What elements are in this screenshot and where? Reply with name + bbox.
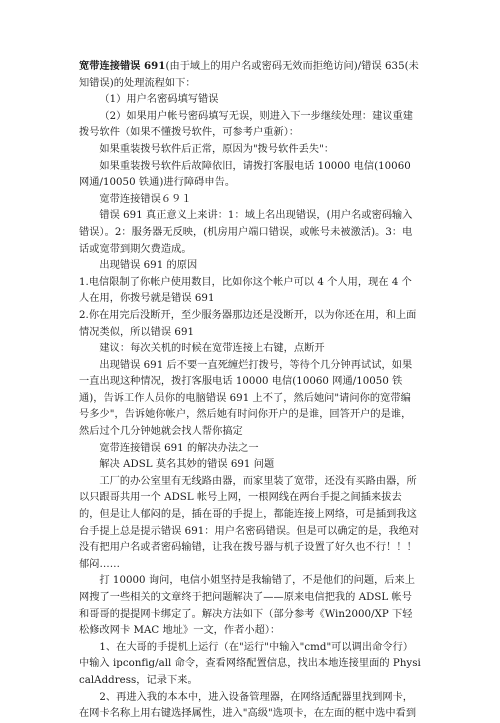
paragraph: 出现错误 691 的原因 [99,260,198,272]
paragraph: 宽带连接错误 691 的解决办法之一 [99,442,259,454]
paragraph: 解决 ADSL 莫名其妙的错误 691 问题 [99,459,275,471]
paragraph: 2.你在用完后没断开，至少服务器那边还是没断开，以为你还在用，和上面情况类似，所以错误 691 [79,309,417,338]
paragraph-list [79,92,421,723]
paragraph: 2、再进入我的本本中，进入设备管理器，在网络适配器里找到网卡，在网卡名称上用右键选择属性，进入"高级"选项卡，在左面的框中选中看到 [79,691,417,720]
paragraph: 宽带连接错误６９１ [99,193,192,205]
title-bold: 宽带连接错误 691 [79,60,166,72]
paragraph: 错误 691 真正意义上来讲：1：域上名出现错误，(用户名或密码输入错误）。2：服务器无反映，(机房用户端口错误，或帐号未被激活)。3：电话或宽带到期欠费造成。 [79,210,413,255]
document-body [79,58,421,723]
paragraph: 1.电信限制了你帐户使用数目，比如你这个帐户可以 4 个人用，现在 4 个人在用，你拨号就是错误 691 [79,276,412,305]
title-rest: (由于域上的用户名或密码无效而拒绝访问)/错误 635(未知错误)的处理流程如下： [79,61,419,89]
document-title [79,58,421,92]
paragraph: 打 10000 询问，电信小姐坚持是我输错了，不是他们的问题，后来上网搜了一些相关的文章终于把问题解决了——原来电信把我的 ADSL 帐号和哥哥的提提网卡绑定了。解决方法如下（部分参考《Win2000/XP 下轻松修改网卡 MAC 地址》一文，作者小超）： [79,575,416,637]
paragraph: （1）用户名密码填写错误 [99,94,219,106]
paragraph: 如果重装拨号软件后正常，原因为"拨号软件丢失"： [99,143,335,155]
paragraph: 建议：每次关机的时候在宽带连接上右键，点断开 [99,343,325,355]
paragraph: 如果重装拨号软件后故障依旧，请拨打客服电话 10000 电信(10060 网通/10050 铁通)进行障碍申告。 [79,160,411,189]
paragraph: 1、在大哥的手提机上运行（在"运行"中输入"cmd"可以调出命令行）中输入 ipconfig/all 命令，查看网络配置信息，找出本地连接里面的 PhysicalAddress，记录下来。 [79,641,421,686]
paragraph: 工厂的办公室里有无线路由器，而家里装了宽带，还没有买路由器，所以只跟哥共用一个 ADSL 帐号上网，一根网线在两台手提之间插来拔去的，但是让人郁闷的是，插在哥的手提上，都能连接上网络，可是插到我这台手提上总是提示错误 691：用户名密码错误。但是可以确定的是，我绝对没有把用户名或者密码输错，让我在拨号器与机子设置了好久也不行！！！郁闷…… [79,475,420,570]
paragraph: 出现错误 691 后不要一直死缠烂打拨号，等待个几分钟再试试，如果一直出现这种情况，拨打客服电话 10000 电信(10060 网通/10050 铁通)，告诉工作人员你的电脑错误 691 上不了，然后她问"请问你的宽带编号多少"，告诉她你帐户，然后她有时问你开户的是谁，回答开户的是谁，然后过个几分钟她就会找人帮你搞定 [79,359,413,438]
paragraph: （2）如果用户帐号密码填写无误，则进入下一步继续处理：建议重建拨号软件（如果不懂拨号软件，可参考户重新）： [79,110,414,139]
